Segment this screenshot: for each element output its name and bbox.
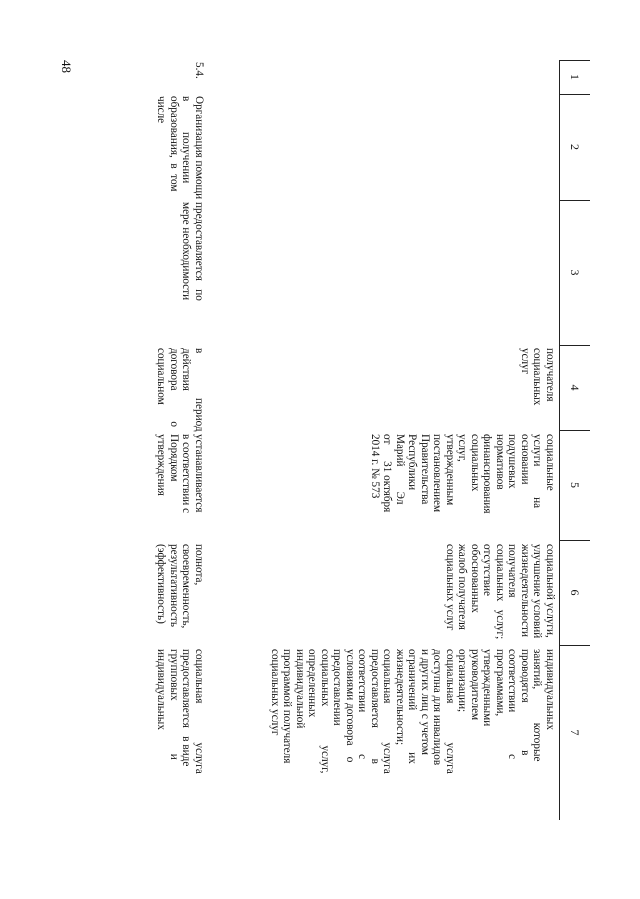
upper-row-col7: индивидуальных занятий, которые проводятся в соответствии с программами, утвержденными руководителем организации; социальная услуга доступна для инвалидов и других лиц с учетом ограничений их жизнедеятельности; социальная услуга предоставляется в соответствии с условиями договора о предоставлении социальных услуг, определенных индивидуальной программой получателя социальных услуг bbox=[269, 649, 556, 774]
row-5-4-col2: Организация помощи в получении образования, в том числе bbox=[155, 96, 205, 200]
upper-row-col6: социальной услуги, улучшение условий жизнедеятельности получателя социальных услуг; отсутствие обоснованных жалоб получателя социальных услуг bbox=[444, 544, 556, 640]
row-5-4-col4: в период действия договора о социальном bbox=[155, 348, 205, 432]
row-5-4-col6: полнота, своевременность, результативность (эффективность) bbox=[155, 544, 205, 629]
upper-row-col4: получателя социальных услуг bbox=[519, 348, 556, 406]
col-header-6: 6 bbox=[568, 589, 582, 596]
row-5-4-col3: предоставляется по мере необходимости bbox=[180, 202, 205, 301]
row-5-4-col7: социальная услуга предоставляется в виде групповых и индивидуальных bbox=[155, 649, 205, 774]
header-bottom-line bbox=[559, 60, 560, 820]
col-header-4: 4 bbox=[568, 384, 582, 391]
row-5-4-col5: устанавливается в соответствии с Порядком утверждения bbox=[155, 434, 205, 514]
col-header-1: 1 bbox=[568, 74, 582, 80]
row-5-4-number: 5.4. bbox=[193, 62, 205, 79]
page-number: 48 bbox=[59, 60, 74, 73]
col-header-7: 7 bbox=[568, 729, 582, 736]
rotated-table bbox=[110, 60, 582, 820]
col-header-3: 3 bbox=[568, 269, 582, 276]
col-header-2: 2 bbox=[568, 144, 582, 150]
col-header-5: 5 bbox=[568, 482, 582, 488]
upper-row-col5: социальные услуги на основании подушевых нормативов финансирования социальных услуг, утвержденным постановлением Правительства Республики Марий Эл от 31 октября 2014 г. № 573 bbox=[369, 434, 556, 514]
